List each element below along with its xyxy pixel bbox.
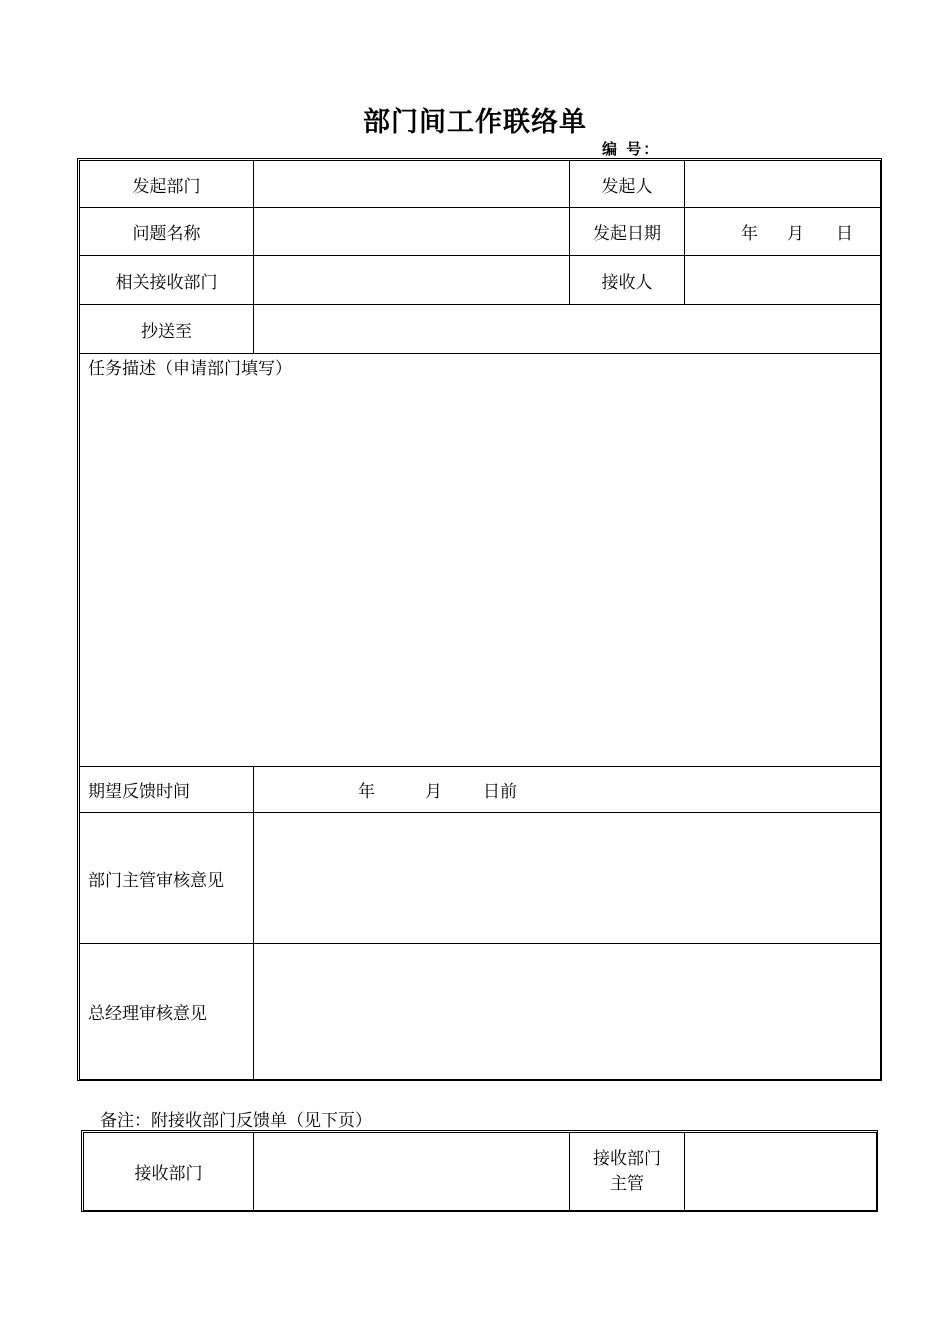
initiating-dept-label: 发起部门	[80, 161, 254, 208]
initiation-date-label: 发起日期	[570, 208, 685, 256]
receiving-manager-label-line2: 主管	[610, 1173, 644, 1194]
feedback-year-label: 年	[358, 782, 375, 802]
initiator-label: 发起人	[570, 161, 685, 208]
gm-review-field[interactable]	[254, 944, 881, 1080]
task-description-label: 任务描述（申请部门填写）	[88, 359, 292, 379]
main-form-table	[79, 160, 881, 1080]
expected-feedback-field[interactable]	[254, 767, 881, 813]
initiating-dept-field[interactable]	[254, 161, 570, 208]
serial-number-label: 编 号：	[602, 140, 661, 158]
dept-manager-review-field[interactable]	[254, 813, 881, 944]
receiving-dept-label: 相关接收部门	[80, 256, 254, 305]
feedback-day-label: 日前	[483, 782, 517, 802]
task-description-area[interactable]	[80, 354, 881, 767]
date-month-label: 月	[787, 224, 804, 244]
feedback-form-table	[83, 1132, 877, 1211]
receiver-field[interactable]	[685, 256, 881, 305]
cc-label: 抄送至	[80, 305, 254, 354]
gm-review-label: 总经理审核意见	[80, 944, 254, 1080]
issue-name-label: 问题名称	[80, 208, 254, 256]
initiation-date-field[interactable]	[685, 208, 881, 256]
date-year-label: 年	[741, 224, 758, 244]
receiving-manager-field[interactable]	[685, 1133, 877, 1211]
date-day-label: 日	[836, 224, 853, 244]
feedback-receiving-dept-label: 接收部门	[84, 1133, 254, 1211]
cc-field[interactable]	[254, 305, 881, 354]
page-title: 部门间工作联络单	[363, 107, 587, 138]
initiator-field[interactable]	[685, 161, 881, 208]
receiving-manager-label	[570, 1133, 685, 1211]
receiver-label: 接收人	[570, 256, 685, 305]
issue-name-field[interactable]	[254, 208, 570, 256]
feedback-receiving-dept-field[interactable]	[254, 1133, 570, 1211]
receiving-manager-label-line1: 接收部门	[593, 1148, 661, 1169]
expected-feedback-label: 期望反馈时间	[80, 767, 254, 813]
dept-manager-review-label: 部门主管审核意见	[80, 813, 254, 944]
receiving-dept-field[interactable]	[254, 256, 570, 305]
feedback-month-label: 月	[425, 782, 442, 802]
note-text: 备注：附接收部门反馈单（见下页）	[100, 1111, 372, 1131]
